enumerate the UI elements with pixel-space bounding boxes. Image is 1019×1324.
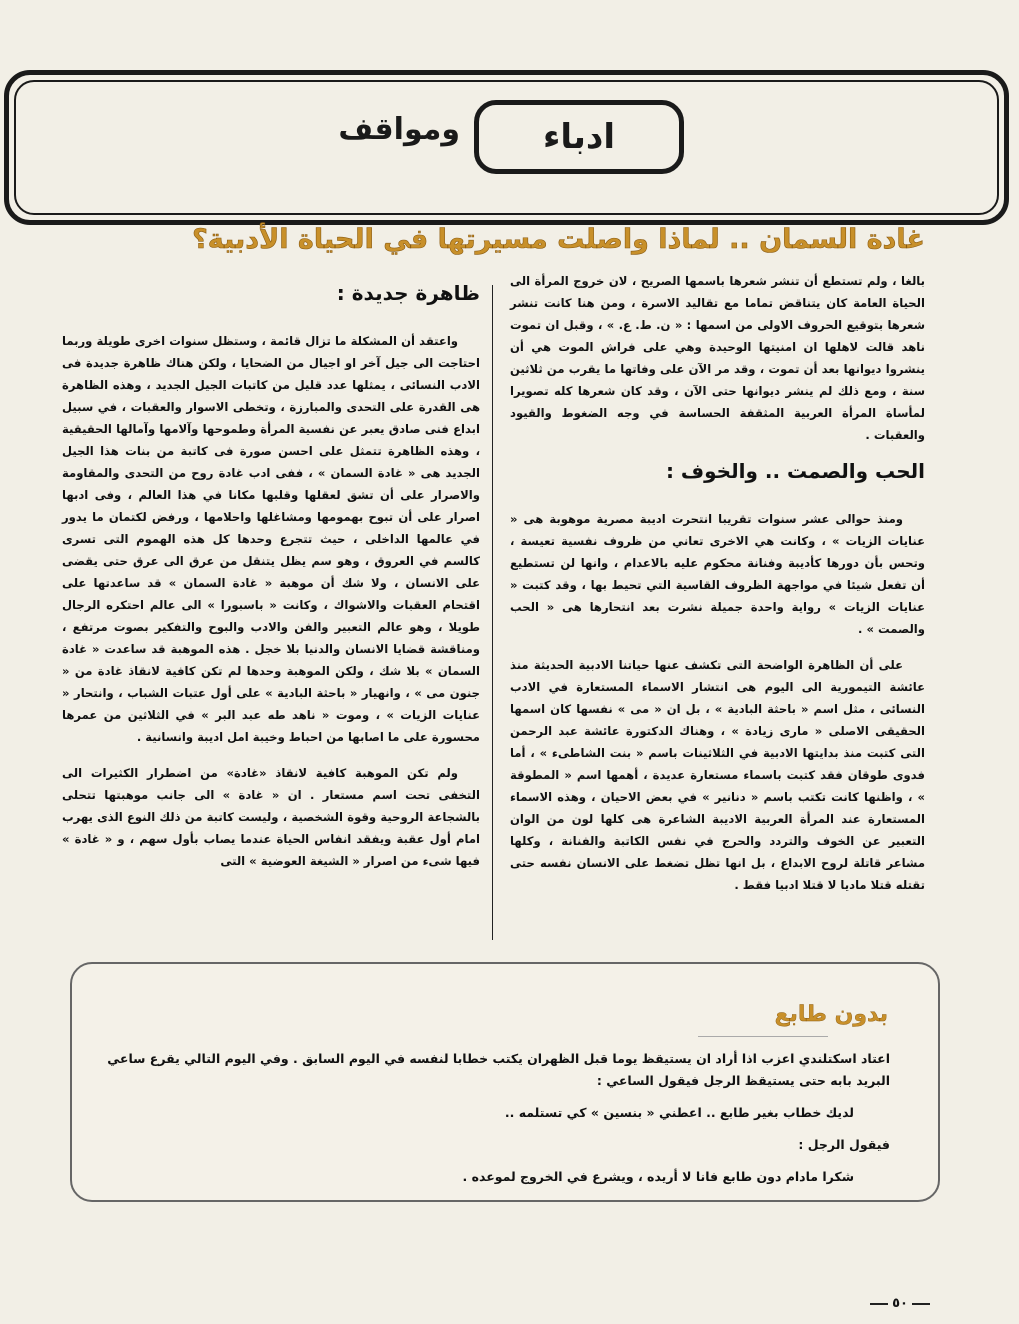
section-label-box [474,100,684,174]
anecdote-line: فيقول الرجل : [798,1137,890,1152]
article-column-right [510,270,925,910]
paragraph: ومنذ حوالى عشر سنوات تقريبا انتحرت اديبة مصرية موهوبة هى « عنايات الزيات » ، وكانت هي الاخرى تعاني من ظروف نفسية تعيسة ، وتحس بأن دورها كأديبة وفنانة محكوم عليه بالاعدام ، وانها لن تستطيع أن تفعل شيئا في مواجهة الظروف القاسية التي تحيط بها ، وقد كتبت « عنايات الزيات » رواية واحدة جميلة نشرت بعد انتحارها هى « الحب والصمت » . [510,512,925,636]
subheading: ظاهرة جديدة : [336,281,480,305]
paragraph: على أن الظاهرة الواضحة التى تكشف عنها حياتنا الادبية الحديثة منذ عائشة التيمورية الى اليوم هى انتشار الاسماء المستعارة في الادب النسائى ، مثل اسم « باحثة البادية » ، بل ان « مى » نفسها كان اسمها الحقيقى الاصلى « مارى زيادة » ، وهناك الدكتورة عائشة عبد الرحمن التى كتبت منذ بدايتها الادبية في الثلاثينات باسم « بنت الشاطىء » ، أما فدوى طوقان فقد كتبت باسماء مستعارة عديدة ، أهمها اسم « المطوقة » ، واظنها كانت تكتب باسم « دنانير » في بعض الاحيان ، وهذه الاسماء المستعارة عند المرأة العربية الاديبة الشاعرة هى كلها لون من الوان التعبير عن الخوف والتردد والحرج في نفس الكاتبة والفنانة ، وكلها مشاعر قاتلة لروح الابداع ، بل انها تظل تضغط على الانسان نفسه حتى تقتله قتلا ماديا لا قتلا ادبيا فقط . [510,658,925,892]
anecdote-title: بدون طابع [774,1002,888,1027]
title-underline [698,1036,828,1037]
subheading: الحب والصمت .. والخوف : [665,459,925,483]
section-label-main: ادباء [542,117,616,157]
paragraph: بالغا ، ولم تستطع أن تنشر شعرها باسمها الصريح ، لان خروج المرأة الى الحياة العامة كان يتناقض تماما مع تقاليد الاسرة ، ومن هنا كانت تنشر شعرها بتوقيع الحروف الاولى من اسمها : « ن. ط. ع. » ، وقبل ان تموت ناهد قالت لاهلها ان امنيتها الوحيدة وهي على فراش الموت هي أن ينشروا ديوانها بعد أن تموت ، وقد مر الآن على وفاتها ما يقرب من ثلاثين سنة ، ومع ذلك لم ينشر ديوانها حتى الآن ، وقد كان شعرها كله تصويرا لمأساة المرأة العربية المثقفة الحساسة في وجه الضغوط والقيود والعقبات . [510,274,925,442]
anecdote-box [70,962,940,1202]
anecdote-line: شكرا مادام دون طابع فانا لا أريده ، ويشرع في الخروج لموعده . [462,1169,854,1184]
anecdote-body [92,1048,890,1198]
page-number-text: ٥٠ [892,1296,908,1311]
section-label-secondary: ومواقف [338,112,460,147]
page-number [860,1296,940,1316]
paragraph: ولم تكن الموهبة كافية لانقاذ «غادة» من اضطرار الكثيرات الى التخفى تحت اسم مستعار . ان « غادة » الى جانب موهبتها تتحلى بالشجاعة الروحية وقوة الشخصية ، وليست كاتبة من ذلك النوع الذى يهرب امام أول عقبة ويفقد انفاس الحياة عندما يصاب بأول سهم ، و « غادة » فيها شىء من اصرار « الشيغة العوضية » التى [62,766,480,868]
anecdote-line: لديك خطاب بغير طابع .. اعطني « بنسين » كي تستلمه .. [504,1105,854,1120]
paragraph: واعتقد أن المشكلة ما تزال قائمة ، وستظل سنوات اخرى طويلة وربما احتاجت الى جيل آخر او اجيال من الضحايا ، ولكن هناك ظاهرة جديدة فى الادب النسائى ، يمثلها عدد قليل من كاتبات الجيل الجديد ، وهذه الظاهرة هى القدرة على التحدى والمبارزة ، وتخطى الاسوار والعقبات ، في سبيل ابداع فنى صادق يعبر عن نفسية المرأة وطموحها وآلامها وآمالها الحقيقية ، وهذه الظاهرة تتمثل على احسن صورة فى كاتبة من بنات هذا الجيل الجديد هى « غادة السمان » ، ففى ادب غادة روح من التحدى والمقاومة والاصرار على أن تشق لعقلها وقلبها مكانا في هذا العالم ، وفى ادبها اصرار على أن تبوح بهمومها ومشاغلها واحلامها ، ورفض لكتمان ما يدور في عالمها الداخلى ، حيث تتجرع وحدها كل هذه الهموم التى تسرى كالسم في العروق ، وهو سم يظل يتنقل من عرق الى عرق حتى يقضى على الانسان ، ولا شك أن موهبة « غادة السمان » قد ساعدتها على اقتحام العقبات والاشواك ، وكانت « باسبورا » الى عالم احتكره الرجال طويلا ، وهو عالم التعبير والفن والادب والبوح والتفكير بصوت مرتفع ، ومناقشة قضايا الانسان والدنيا بلا خجل . هذه الموهبة قد ساعدت « غادة السمان » بلا شك ، ولكن الموهبة وحدها لم تكن كافية لانقاذ غادة من « جنون مى » ، وانهيار « باحثة البادية » على أول عتبات الشباب ، وانتحار « عنايات الزيات » ، وموت « ناهد طه عبد البر » في الثلاثين من عمرها محسورة على ما اصابها من احباط وخيبة امل اديبة وانسانية . [62,334,480,744]
article-headline: غادة السمان .. لماذا واصلت مسيرتها في الحياة الأدبية؟ [192,224,925,255]
anecdote-line: اعتاد اسكتلندي اعزب اذا أراد ان يستيقظ يوما قبل الظهران يكتب خطابا لنفسه في اليوم السابق . وفي اليوم التالي يقرع ساعي البريد بابه حتى يستيقظ الرجل فيقول الساعي : [107,1051,890,1088]
article-column-left [62,276,480,936]
column-divider [492,285,493,940]
